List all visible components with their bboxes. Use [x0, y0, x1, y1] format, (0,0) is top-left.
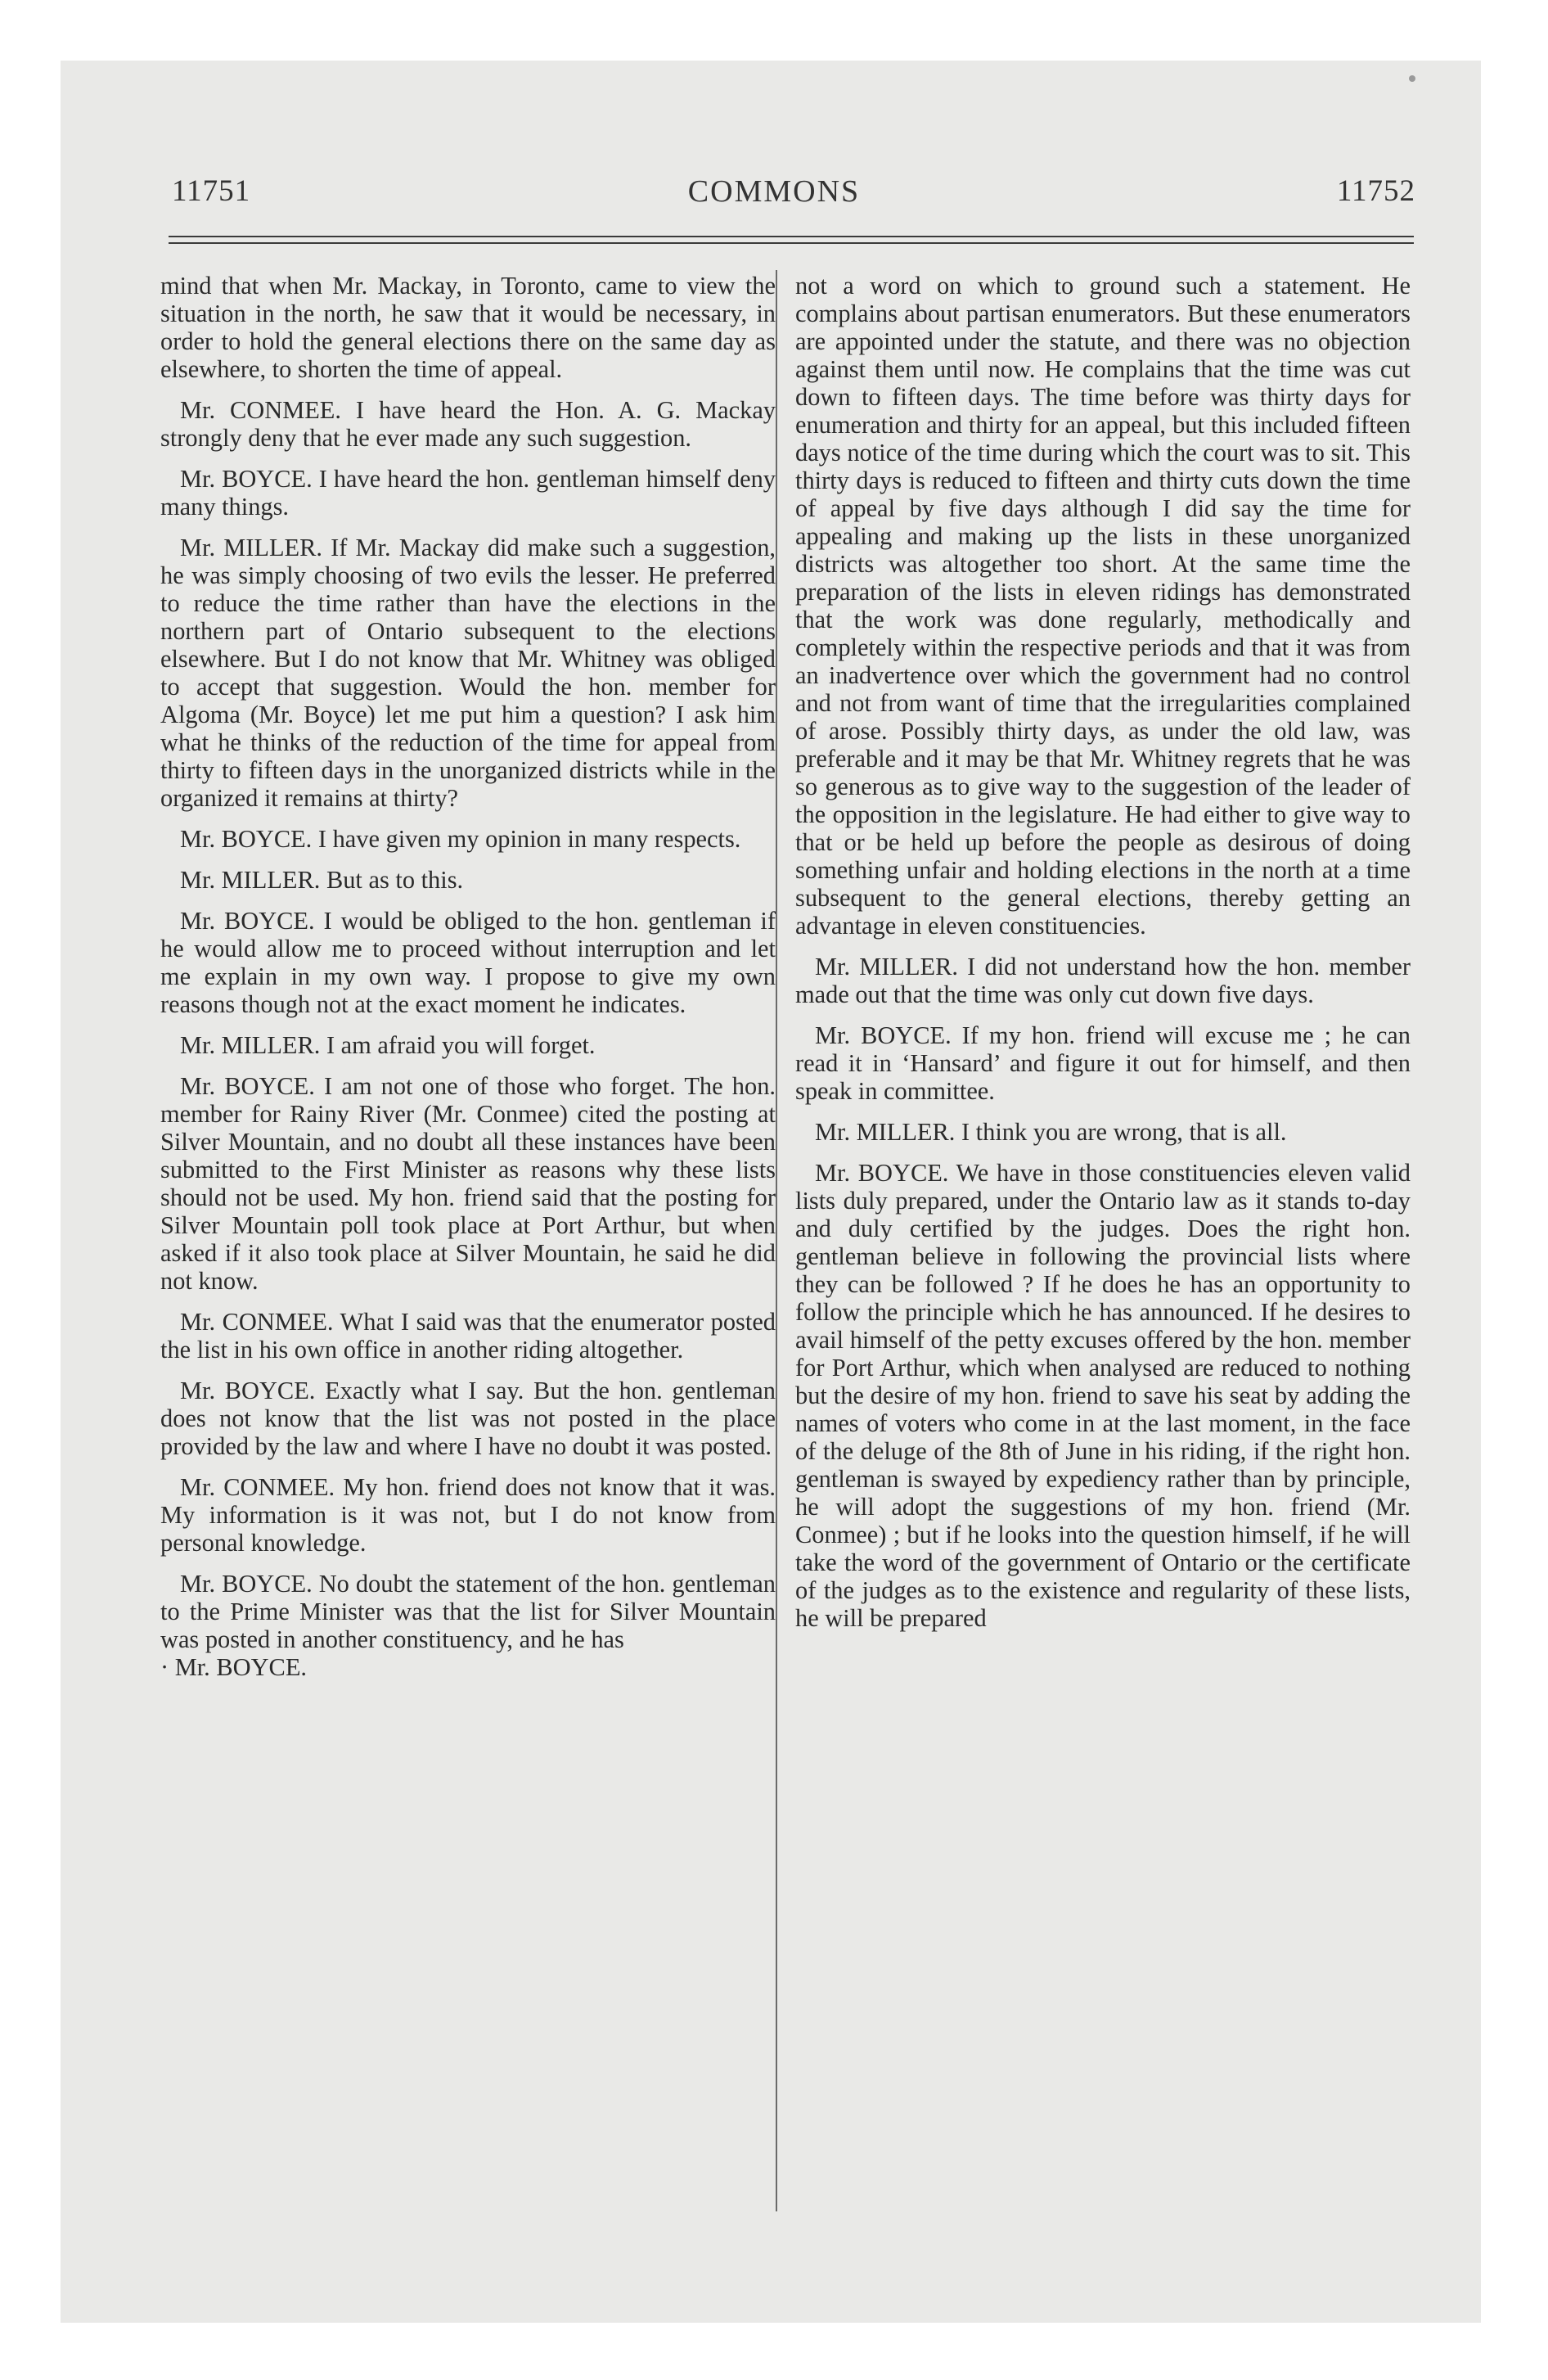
paragraph: Mr. CONMEE. My hon. friend does not know that it was. My information is it was not, but I do not know from personal knowledge.: [160, 1473, 776, 1557]
paragraph: Mr. BOYCE. I would be obliged to the hon. gentleman if he would allow me to proceed without interruption and let me explain in my own way. I propose to give my own reasons though not at the exact moment he indicates.: [160, 907, 776, 1018]
left-page-number: 11751: [172, 174, 251, 208]
header-rule-top: [169, 236, 1414, 237]
paragraph: Mr. BOYCE. I am not one of those who forget. The hon. member for Rainy River (Mr. Conmee) cited the posting at Silver Mountain, and no doubt all these instances have been submitted to the First Minister as reasons why these lists should not be used. My hon. friend said that the posting for Silver Mountain poll took place at Port Arthur, but when asked if it also took place at Silver Mountain, he said he did not know.: [160, 1072, 776, 1295]
paragraph: Mr. MILLER. I think you are wrong, that is all.: [815, 1118, 1287, 1146]
right-page-number: 11752: [1336, 174, 1415, 208]
column-divider: [776, 270, 777, 2211]
paragraph: Mr. MILLER. I did not understand how the hon. member made out that the time was only cut down five days.: [795, 953, 1411, 1008]
paragraph: Mr. BOYCE. We have in those constituencies eleven valid lists duly prepared, under the Ontario law as it stands to-day and duly certified by the judges. Does the right hon. gentleman believe in following the provincial lists where they can be followed ? If he does he has an opportunity to follow the principle which he has announced. If he desires to avail himself of the petty excuses offered by the hon. member for Port Arthur, which when analysed are reduced to nothing but the desire of my hon. friend to save his seat by adding the names of voters who come in at the last moment, in the face of the deluge of the 8th of June in his riding, if the right hon. gentleman is swayed by expediency rather than by principle, he will adopt the suggestions of my hon. friend (Mr. Conmee) ; but if he looks into the question himself, if he will take the word of the government of Ontario or the certificate of the judges as to the existence and regularity of these lists, he will be prepared: [795, 1159, 1411, 1632]
paragraph: Mr. MILLER. If Mr. Mackay did make such a suggestion, he was simply choosing of two evils the lesser. He preferred to reduce the time rather than have the elections in the northern part of Ontario subsequent to the elections elsewhere. But I do not know that Mr. Whitney was obliged to accept that suggestion. Would the hon. member for Algoma (Mr. Boyce) let me put him a question? I ask him what he thinks of the reduction of the time for appeal from thirty to fifteen days in the unorganized districts while in the organized it remains at thirty?: [160, 534, 776, 812]
paragraph: Mr. MILLER. I am afraid you will forget.: [180, 1031, 596, 1059]
paragraph: Mr. BOYCE. Exactly what I say. But the hon. gentleman does not know that the list was not posted in the place provided by the law and where I have no doubt it was posted.: [160, 1377, 776, 1460]
paragraph: Mr. MILLER. But as to this.: [180, 866, 464, 894]
paragraph: Mr. BOYCE. I have heard the hon. gentleman himself deny many things.: [160, 465, 776, 521]
running-head-title: COMMONS: [687, 174, 861, 209]
paragraph: Mr. CONMEE. What I said was that the enumerator posted the list in his own office in another riding altogether.: [160, 1308, 776, 1364]
paragraph: Mr. BOYCE. I have given my opinion in many respects.: [180, 825, 741, 853]
paragraph: Mr. BOYCE. If my hon. friend will excuse me ; he can read it in ‘Hansard’ and figure it out for himself, and then speak in committee.: [795, 1021, 1411, 1105]
footer-speaker-line: · Mr. BOYCE.: [160, 1653, 307, 1681]
header-rule-bottom: [169, 242, 1414, 244]
paragraph: Mr. BOYCE. No doubt the statement of the hon. gentleman to the Prime Minister was that the list for Silver Mountain was posted in another constituency, and he has: [160, 1570, 776, 1653]
paper-speck: [1409, 75, 1415, 82]
left-column: [160, 272, 776, 2252]
paragraph: mind that when Mr. Mackay, in Toronto, came to view the situation in the north, he saw that it would be necessary, in order to hold the general elections there on the same day as elsewhere, to shorten the time of appeal.: [160, 272, 776, 383]
paragraph: Mr. CONMEE. I have heard the Hon. A. G. Mackay strongly deny that he ever made any such suggestion.: [160, 396, 776, 452]
paragraph: not a word on which to ground such a statement. He complains about partisan enumerators. But these enumerators are appointed under the statute, and there was no objection against them until now. He complains that the time was cut down to fifteen days. The time before was thirty days for enumeration and thirty for an appeal, but this included fifteen days notice of the time during which the court was to sit. This thirty days is reduced to fifteen and thirty cuts down the time of appeal by five days although I did say the time for appealing and making up the lists in these unorganized districts was altogether too short. At the same time the preparation of the lists in eleven ridings has demonstrated that the work was done regularly, methodically and completely within the respective periods and that it was from an inadvertence over which the government had no control and not from want of time that the irregularities complained of arose. Possibly thirty days, as under the old law, was preferable and it may be that Mr. Whitney regrets that he was so generous as to give way to the suggestion of the leader of the opposition in the legislature. He had either to give way to that or be held up before the people as desirous of doing something unfair and holding elections in the north at a time subsequent to the general elections, thereby getting an advantage in eleven constituencies.: [795, 272, 1411, 940]
right-column: [795, 272, 1411, 2252]
